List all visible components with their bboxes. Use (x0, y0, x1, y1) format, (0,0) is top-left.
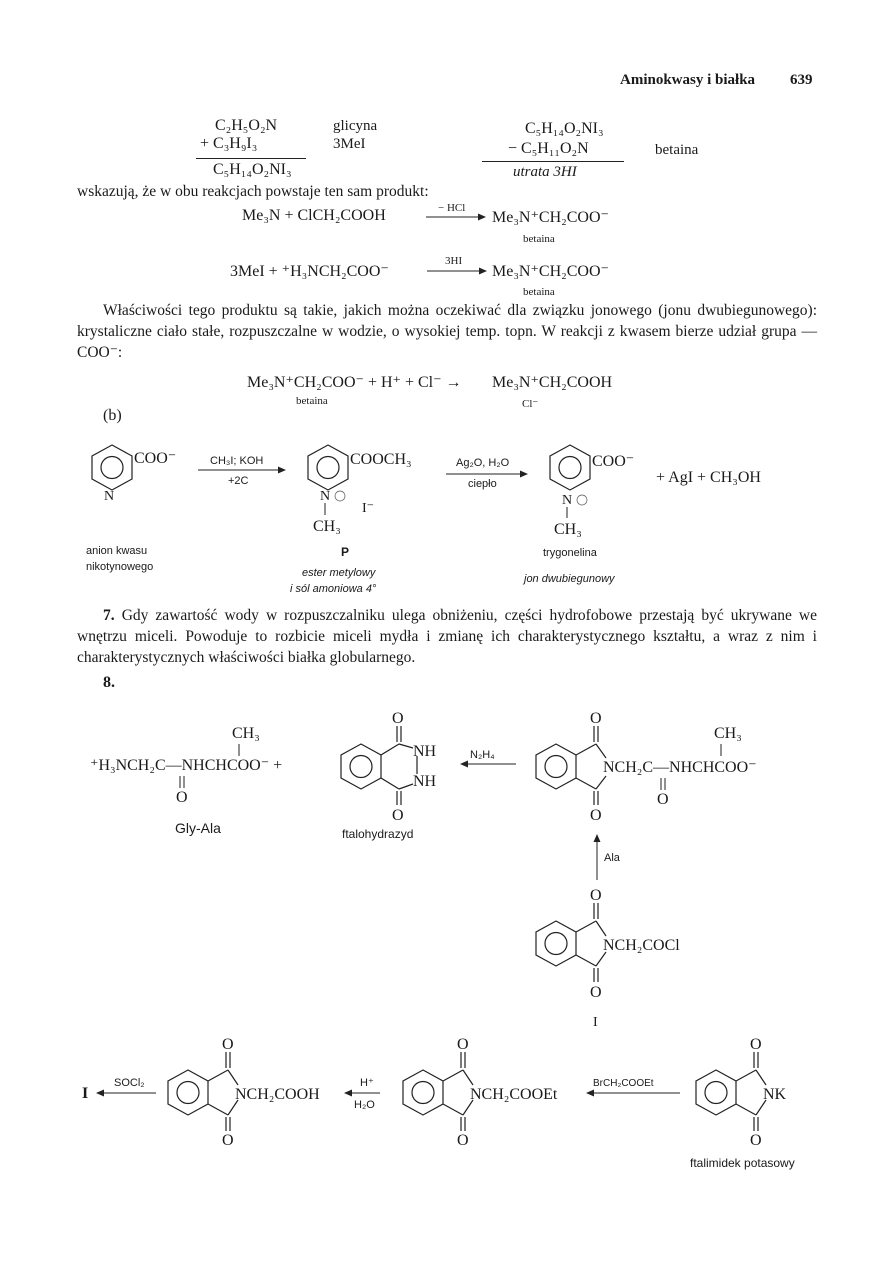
running-title: Aminokwasy i białka (620, 72, 756, 88)
arrow-1-head (278, 467, 286, 474)
acid-chloride-chain: NCH₂COCl (603, 937, 680, 954)
arrow-2-head (520, 471, 528, 478)
pyridine-ring-2 (308, 445, 348, 490)
phthalimide-structure-2 (536, 903, 606, 982)
ester-o-bottom: O (457, 1132, 469, 1149)
right-diff-rule (482, 161, 624, 162)
k-o-top: O (750, 1036, 762, 1053)
paragraph-7-text: Gdy zawartość wody w rozpuszczalniku ulega obniżeniu, części hydrofobowe przestają być ukrywane we wnętrzu miceli. Powoduje to rozbicie miceli mydła i zmianę ich charakterystycznego kształtu, a wraz z nim i charakterystycznych właściwości białka globularnego. (77, 607, 817, 666)
left-formula-2: + C₃H₉I₃ (200, 135, 258, 152)
reagent-1-bottom: +2C (228, 475, 249, 487)
phthalimide-structure-4 (403, 1052, 473, 1131)
reaction-3-left: Me₃N⁺CH₂COO⁻ + H⁺ + Cl⁻ → (247, 374, 462, 391)
reagent-2-bottom: ciepło (468, 478, 497, 490)
reagent-n2h4: N₂H₄ (470, 749, 495, 761)
caption-p-2: i sól amoniowa 4° (290, 583, 377, 595)
reagent-brch2cooet: BrCH₂COOEt (593, 1078, 654, 1089)
protected-o-bottom: O (590, 807, 602, 824)
gly-ala-o: O (176, 789, 188, 806)
name-glycine: glicyna (333, 118, 378, 134)
page-number: 639 (790, 72, 813, 88)
right-formula-2: − C₅H₁₁O₂N (508, 140, 589, 157)
t-plus-charge-icon (577, 495, 587, 505)
k-chain: NK (763, 1086, 787, 1103)
arrow-ala-head (594, 834, 601, 842)
protected-ch3: CH₃ (714, 725, 742, 742)
arrow-n2h4-head (460, 761, 468, 768)
paragraph-properties: Właściwości tego produktu są takie, jakich można oczekiwać dla związku jonowego (jonu dwubiegunowego): krystaliczne ciało stałe, rozpuszczalne w wodzie, o wysokiej temp. topn. W reakcji z kwasem bierze udział grupa —COO⁻: (77, 302, 817, 361)
t-n: N (562, 493, 573, 508)
reaction-3-caption-right: Cl⁻ (522, 398, 539, 410)
t-sub: COO⁻ (592, 453, 635, 470)
sub-n-1: N (104, 489, 115, 504)
arrow-h-head (344, 1090, 352, 1097)
caption-t: trygonelina (543, 547, 597, 559)
reagent-h-bottom: H₂O (354, 1099, 375, 1111)
byproducts: + AgI + CH₃OH (656, 469, 761, 486)
phthalimide-structure-1 (536, 726, 606, 805)
pyridine-ring-3 (550, 445, 590, 490)
caption-p: P (341, 545, 350, 559)
hydrazide-o-bottom: O (392, 807, 404, 824)
reaction-3-caption-left: betaina (296, 395, 328, 407)
final-label: I (82, 1085, 89, 1102)
paragraph-7-number: 7. (103, 607, 115, 624)
scheme-8 (0, 700, 893, 1170)
caption-t-2: jon dwubiegunowy (524, 573, 615, 585)
phthalhydrazide-structure (341, 726, 417, 805)
reaction-2-left: 3MeI + ⁺H₃NCH₂COO⁻ (230, 263, 389, 280)
phthalimide-structure-3 (168, 1052, 238, 1131)
reagent-2-top: Ag₂O, H₂O (456, 457, 510, 469)
item-8-number: 8. (103, 674, 115, 691)
reaction-1-arrow-label: − HCl (438, 202, 466, 214)
left-result: C₅H₁₄O₂NI₃ (213, 161, 292, 178)
phthalimide-structure-5 (696, 1052, 766, 1131)
protected-o-top: O (590, 710, 602, 727)
gly-ala-caption: Gly-Ala (175, 820, 221, 836)
gly-ala-main: ⁺H₃NCH₂C—NHCHCOO⁻ + (90, 757, 283, 774)
reaction-3-right: Me₃N⁺CH₂COOH (492, 374, 613, 391)
pyridine-ring-1 (92, 445, 132, 490)
ester-o-top: O (457, 1036, 469, 1053)
reaction-1-arrow (426, 212, 488, 222)
caption-p-1: ester metylowy (302, 567, 376, 579)
reagent-socl2: SOCl₂ (114, 1077, 145, 1089)
p-iodide: I⁻ (362, 501, 375, 516)
p-sub: COOCH₃ (350, 451, 412, 468)
protected-o: O (657, 791, 669, 808)
acid-o-bottom: O (222, 1132, 234, 1149)
hydrazide-nh-2: NH (413, 773, 437, 790)
reaction-1-caption: betaina (523, 233, 555, 245)
acid-o-top: O (222, 1036, 234, 1053)
gly-ala-ch3: CH₃ (232, 725, 260, 742)
k-o-bottom: O (750, 1132, 762, 1149)
sub-coo-1: COO⁻ (134, 450, 177, 467)
caption-1a: anion kwasu (86, 545, 148, 557)
t-ch3: CH₃ (554, 521, 582, 538)
acid-chloride-o-top: O (590, 887, 602, 904)
caption-1b: nikotynowego (86, 561, 154, 573)
right-formula-1: C₅H₁₄O₂NI₃ (525, 120, 604, 137)
p-n: N (320, 489, 331, 504)
ester-chain: NCH₂COOEt (470, 1086, 558, 1103)
arrow-socl2-head (96, 1090, 104, 1097)
right-loss: utrata 3HI (513, 164, 577, 180)
reaction-2-caption: betaina (523, 286, 555, 298)
arrow-brch2cooet-head (586, 1090, 594, 1097)
reaction-1-right: Me₃N⁺CH₂COO⁻ (492, 209, 609, 226)
p-plus-charge-icon (335, 491, 345, 501)
acid-chloride-label: I (593, 1015, 598, 1030)
hydrazide-nh-1: NH (413, 743, 437, 760)
reaction-2-right: Me₃N⁺CH₂COO⁻ (492, 263, 609, 280)
left-sum-rule (196, 158, 306, 159)
p-ch3: CH₃ (313, 518, 341, 535)
hydrazide-o-top: O (392, 710, 404, 727)
left-formula-1: C₂H₅O₂N (215, 117, 278, 134)
right-label-betaine: betaina (655, 142, 699, 158)
reaction-2-arrow-label: 3HI (445, 255, 463, 267)
reagent-1-top: CH₃I; KOH (210, 455, 264, 467)
acid-chloride-o-bottom: O (590, 984, 602, 1001)
section-b-label: (b) (103, 407, 122, 424)
name-3mei: 3MeI (333, 136, 366, 152)
text-line-1: wskazują, że w obu reakcjach powstaje ten sam produkt: (77, 183, 429, 200)
reagent-ala: Ala (604, 852, 620, 864)
acid-chain: NCH₂COOH (235, 1086, 320, 1103)
section-b-scheme (0, 430, 893, 610)
reaction-2-arrow (427, 266, 489, 276)
k-caption: ftalimidek potasowy (690, 1156, 795, 1170)
protected-chain: NCH₂C—NHCHCOO⁻ (603, 759, 757, 776)
paragraph-7 (77, 605, 817, 668)
reaction-1-left: Me₃N + ClCH₂COOH (242, 207, 386, 224)
hydrazide-caption: ftalohydrazyd (342, 827, 414, 841)
reagent-h-top: H⁺ (360, 1077, 374, 1089)
